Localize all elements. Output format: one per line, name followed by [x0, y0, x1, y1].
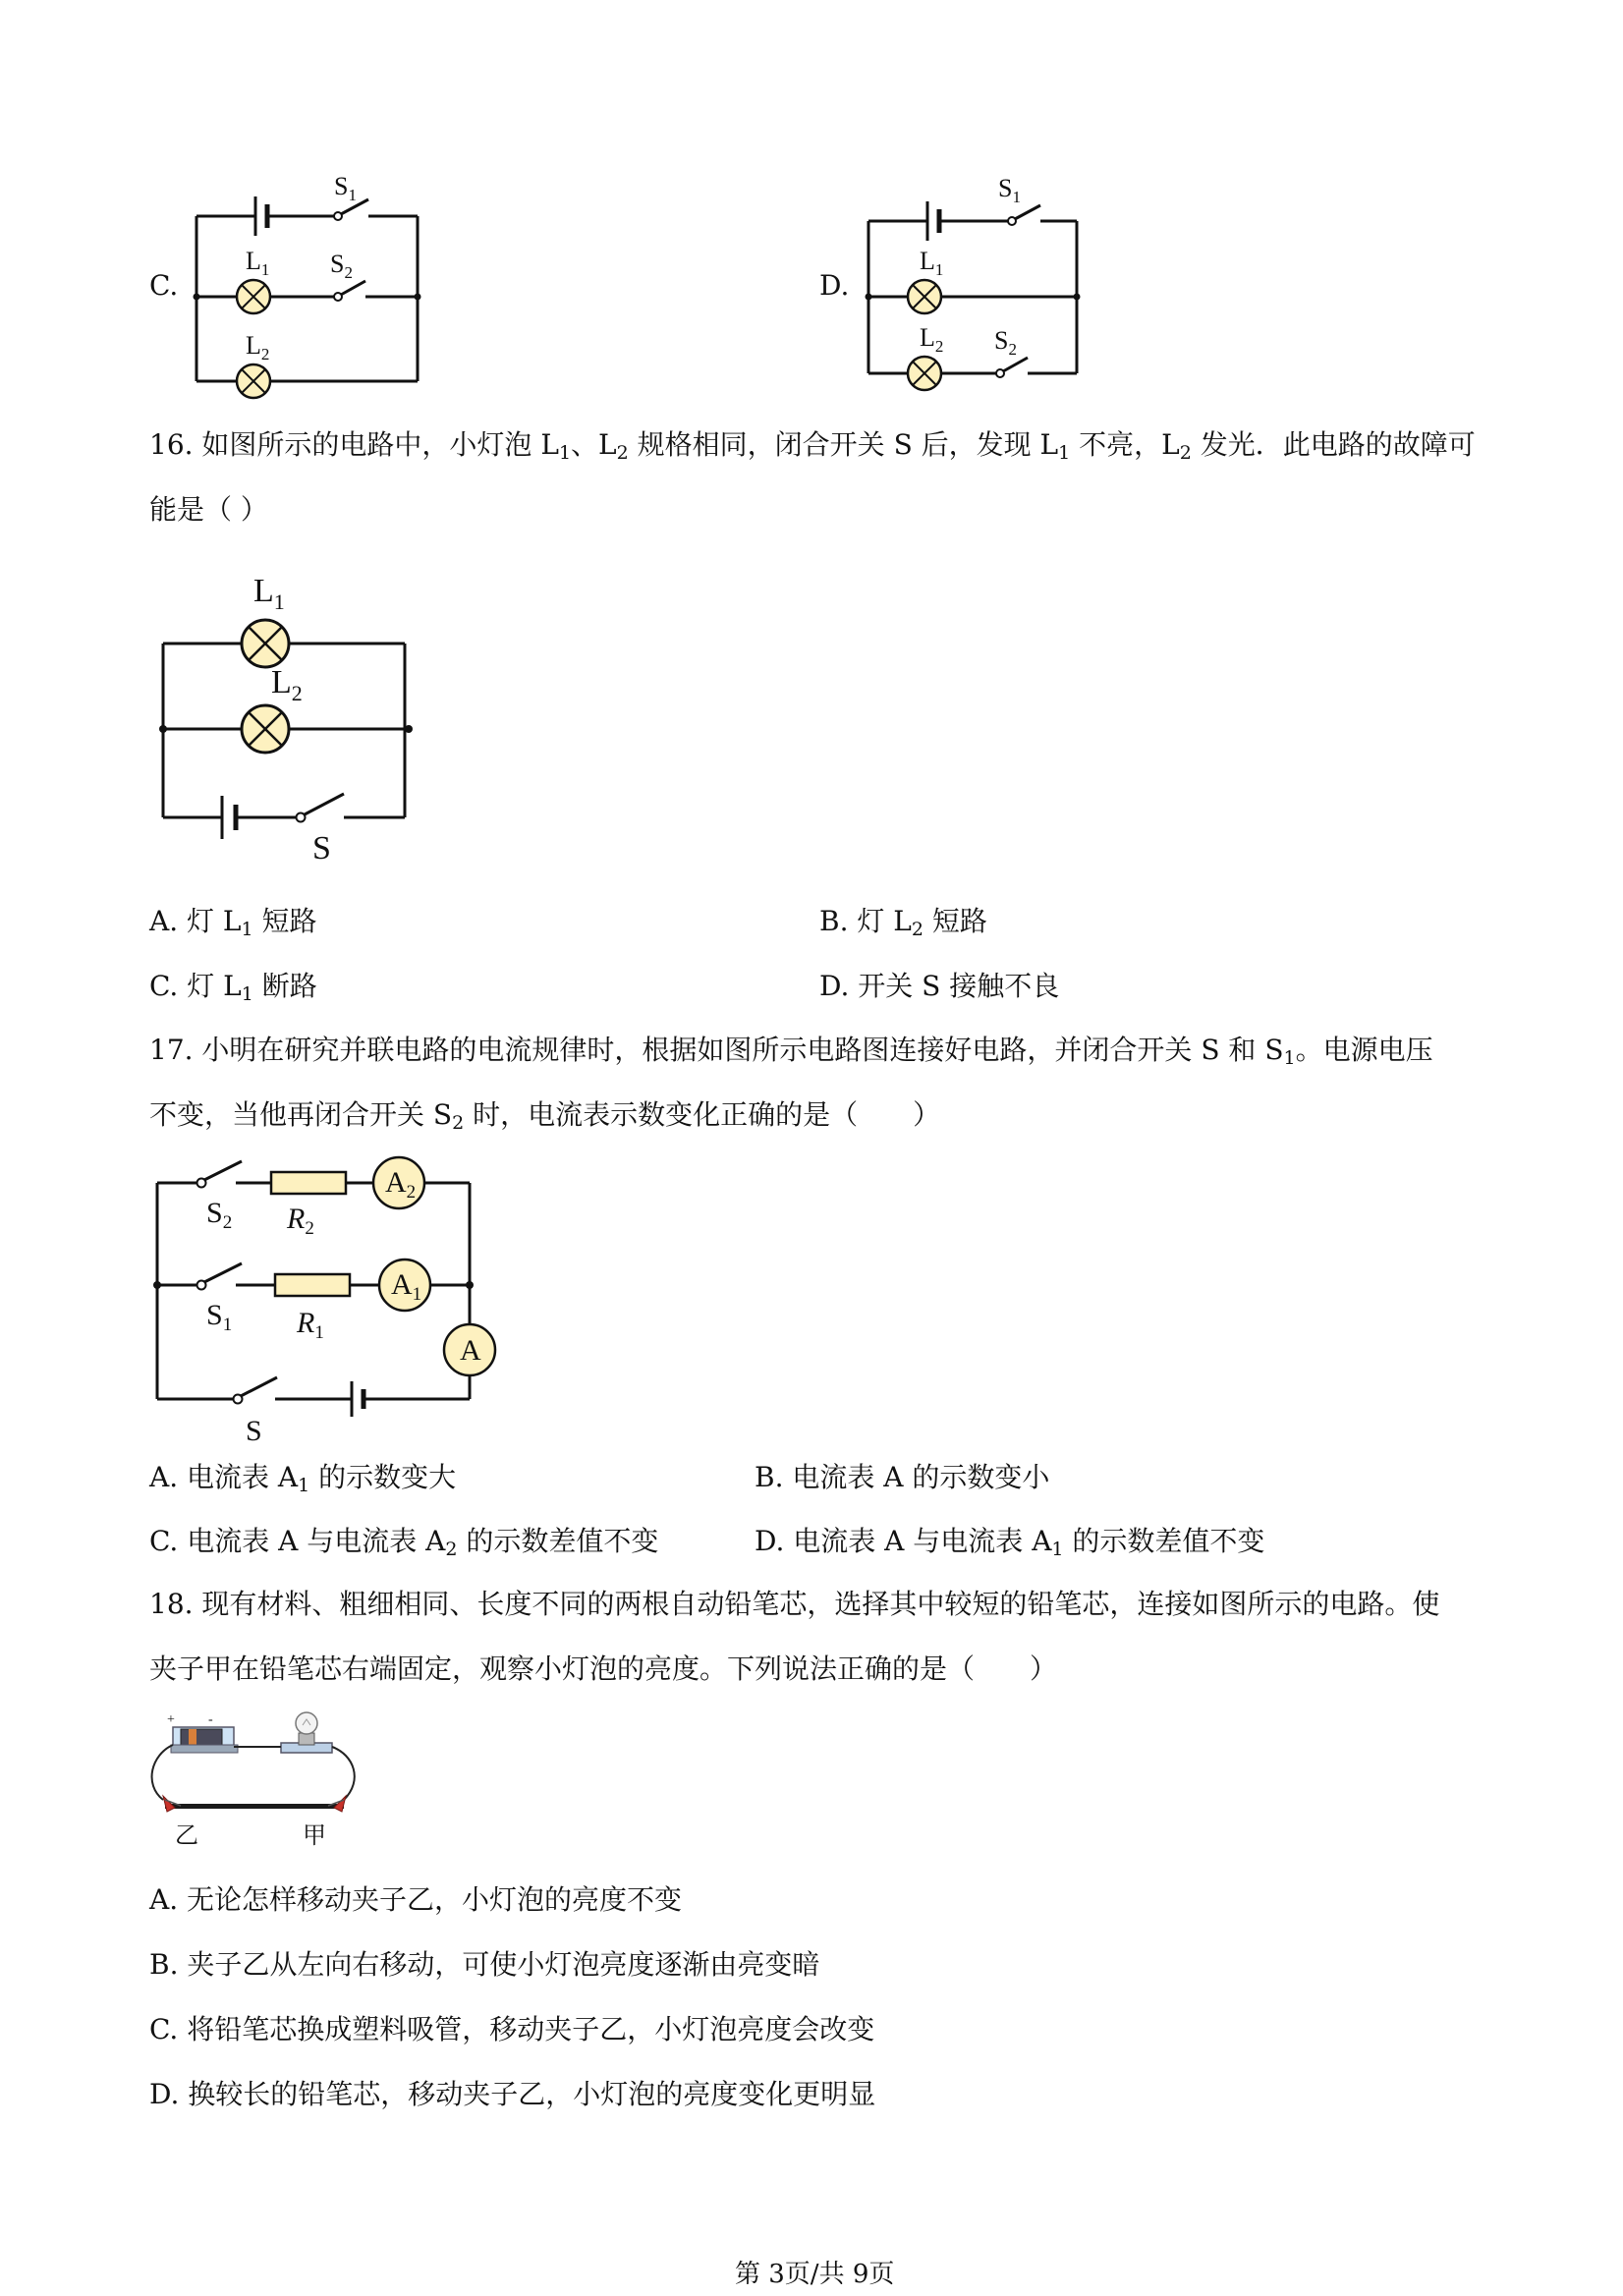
- q15d-bulb-l2: [908, 357, 941, 390]
- pencil-lead: [165, 1804, 344, 1809]
- q18-pencil-circuit: [145, 1709, 362, 1857]
- q15d-bulb-l1: [908, 280, 941, 313]
- q17-label-s1: $S_1$: [206, 1299, 233, 1335]
- battery-plus: +: [167, 1712, 175, 1727]
- q17-label-a: A: [460, 1334, 481, 1367]
- q15d-label-s1: $S_1$: [998, 174, 1021, 206]
- q16-label-s: S: [312, 830, 331, 867]
- q15c-bulb-l2: [237, 364, 270, 398]
- q16-circuit: [147, 560, 442, 874]
- q18-stem-line1: 18. 现有材料、粗细相同、长度不同的两根自动铅笔芯，选择其中较短的铅笔芯，连接如图所示的电路。使: [149, 1588, 1440, 1620]
- q16-option-c[interactable]: C. 灯 $L_1$ 断路: [149, 970, 317, 1005]
- q16-option-a[interactable]: A. 灯 $L_1$ 短路: [149, 905, 317, 940]
- q16-stem-line1: 16. 如图所示的电路中，小灯泡 $L_1$、$L_2$ 规格相同，闭合开关 S 后，发现 $L_1$ 不亮，$L_2$ 发光．此电路的故障可: [149, 428, 1476, 464]
- q15c-label-s2: $S_2$: [330, 250, 353, 282]
- q16-bulb-l2: [242, 705, 289, 753]
- q17-label-r1: $R_1$: [297, 1307, 324, 1343]
- q17-stem-line1: 17. 小明在研究并联电路的电流规律时，根据如图所示电路图连接好电路，并闭合开关 S 和 $S_1$。电源电压: [149, 1034, 1433, 1069]
- q15d-label-l2: $L_2$: [920, 323, 944, 356]
- q18-label-yi: 乙: [175, 1823, 198, 1849]
- q15d-label-l1: $L_1$: [920, 247, 944, 279]
- q15d-label-s2: $S_2$: [994, 326, 1017, 359]
- q16-label-l2: $L_2$: [271, 664, 303, 705]
- q18-option-c[interactable]: C. 将铅笔芯换成塑料吸管，移动夹子乙，小灯泡亮度会改变: [149, 2013, 875, 2045]
- q17-resistor-r1: [275, 1274, 350, 1296]
- q15c-label-s1: $S_1$: [334, 172, 357, 204]
- q18-label-jia: 甲: [303, 1823, 326, 1849]
- q15c-label-l1: $L_1$: [246, 247, 270, 279]
- q17-stem-line2: 不变，当他再闭合开关 $S_2$ 时，电流表示数变化正确的是（ ）: [149, 1098, 941, 1134]
- q16-stem-line2: 能是（ ）: [149, 493, 268, 526]
- battery-holder-icon: [171, 1727, 238, 1753]
- q15c-bulb-l1: [237, 280, 270, 313]
- page-number: 第 3页/共 9页: [735, 2260, 895, 2289]
- q17-label-a2: $A_2$: [385, 1166, 417, 1203]
- q15c-label-l2: $L_2$: [246, 331, 270, 364]
- q15-option-d-circuit: [859, 167, 1114, 403]
- q17-label-s: S: [246, 1415, 262, 1447]
- q15-option-d-letter: D.: [819, 269, 850, 302]
- q16-bulb-l1: [242, 620, 289, 667]
- q15-option-c-letter: C.: [149, 269, 179, 302]
- q17-option-d[interactable]: D. 电流表 A 与电流表 $A_1$ 的示数差值不变: [755, 1525, 1265, 1560]
- q18-option-d[interactable]: D. 换较长的铅笔芯，移动夹子乙，小灯泡的亮度变化更明显: [149, 2078, 876, 2110]
- q16-option-d[interactable]: D. 开关 S 接触不良: [819, 970, 1060, 1002]
- q16-label-l1: $L_1$: [253, 573, 285, 614]
- light-bulb-icon: [281, 1712, 332, 1753]
- q17-label-a1: $A_1$: [391, 1268, 422, 1305]
- q17-option-a[interactable]: A. 电流表 $A_1$ 的示数变大: [149, 1461, 457, 1496]
- q17-label-r2: $R_2$: [287, 1203, 314, 1239]
- q16-option-b[interactable]: B. 灯 $L_2$ 短路: [819, 905, 987, 940]
- q18-option-a[interactable]: A. 无论怎样移动夹子乙，小灯泡的亮度不变: [149, 1883, 683, 1916]
- q15-option-c-circuit: [187, 167, 442, 403]
- battery-minus: -: [208, 1712, 213, 1727]
- q17-circuit: [147, 1149, 501, 1454]
- q17-label-s2: $S_2$: [206, 1197, 233, 1233]
- q17-resistor-r2: [271, 1172, 346, 1194]
- q17-option-b[interactable]: B. 电流表 A 的示数变小: [755, 1461, 1050, 1493]
- q18-option-b[interactable]: B. 夹子乙从左向右移动，可使小灯泡亮度逐渐由亮变暗: [149, 1948, 820, 1981]
- q17-option-c[interactable]: C. 电流表 A 与电流表 $A_2$ 的示数差值不变: [149, 1525, 659, 1560]
- q18-stem-line2: 夹子甲在铅笔芯右端固定，观察小灯泡的亮度。下列说法正确的是（ ）: [149, 1652, 1058, 1685]
